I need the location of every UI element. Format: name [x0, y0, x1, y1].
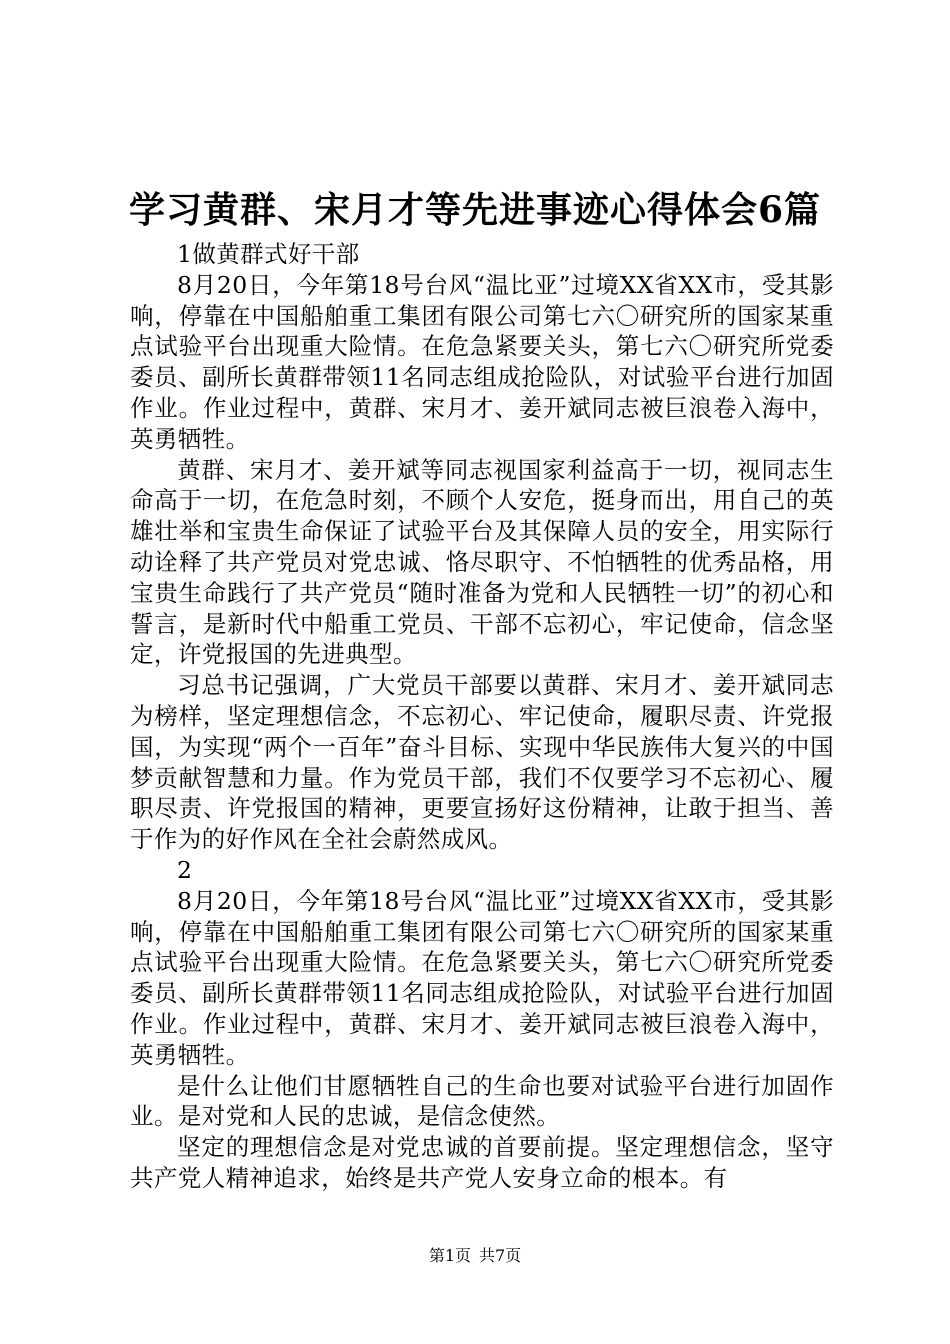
- paragraph: 8月20日，今年第18号台风“温比亚”过境XX省XX市，受其影响，停靠在中国船舶重工集团有限公司第七六〇研究所的国家某重点试验平台出现重大险情。在危急紧要关头，第七六〇研究所党委委员、副所长黄群带领11名同志组成抢险队，对试验平台进行加固作业。作业过程中，黄群、宋月才、姜开斌同志被巨浪卷入海中，英勇牺牲。: [130, 886, 834, 1069]
- paragraph: 坚定的理想信念是对党忠诚的首要前提。坚定理想信念，坚守共产党人精神追求，始终是共产党人安身立命的根本。有: [130, 1133, 834, 1192]
- document-title: 学习黄群、宋月才等先进事迹心得体会6篇: [128, 189, 822, 231]
- paragraph: 是什么让他们甘愿牺牲自己的生命也要对试验平台进行加固作业。是对党和人民的忠诚，是信念使然。: [130, 1071, 834, 1131]
- paragraph: 黄群、宋月才、姜开斌等同志视国家利益高于一切，视同志生命高于一切，在危急时刻，不顾个人安危，挺身而出，用自己的英雄壮举和宝贵生命保证了试验平台及其保障人员的安全，用实际行动诠释了共产党员对党忠诚、恪尽职守、不怕牺牲的优秀品格，用宝贵生命践行了共产党员“随时准备为党和人民牺牲一切”的初心和誓言，是新时代中船重工党员、干部不忘初心，牢记使命，信念坚定，许党报国的先进典型。: [130, 455, 834, 669]
- document-body: [130, 239, 834, 1194]
- section-heading-2: 2: [177, 855, 193, 884]
- paragraph: 8月20日，今年第18号台风“温比亚”过境XX省XX市，受其影响，停靠在中国船舶重工集团有限公司第七六〇研究所的国家某重点试验平台出现重大险情。在危急紧要关头，第七六〇研究所党委委员、副所长黄群带领11名同志组成抢险队，对试验平台进行加固作业。作业过程中，黄群、宋月才、姜开斌同志被巨浪卷入海中，英勇牺牲。: [130, 270, 834, 453]
- page-footer: [0, 1245, 950, 1267]
- paragraph: 习总书记强调，广大党员干部要以黄群、宋月才、姜开斌同志为榜样，坚定理想信念，不忘初心、牢记使命，履职尽责、许党报国，为实现“两个一百年”奋斗目标、实现中华民族伟大复兴的中国梦贡献智慧和力量。作为党员干部，我们不仅要学习不忘初心、履职尽责、许党报国的精神，更要宣扬好这份精神，让敢于担当、善于作为的好作风在全社会蔚然成风。: [130, 671, 834, 854]
- page-number: 第1页: [428, 1246, 471, 1265]
- page-count: 共7页: [479, 1246, 522, 1265]
- section-heading-1: 1做黄群式好干部: [177, 240, 360, 268]
